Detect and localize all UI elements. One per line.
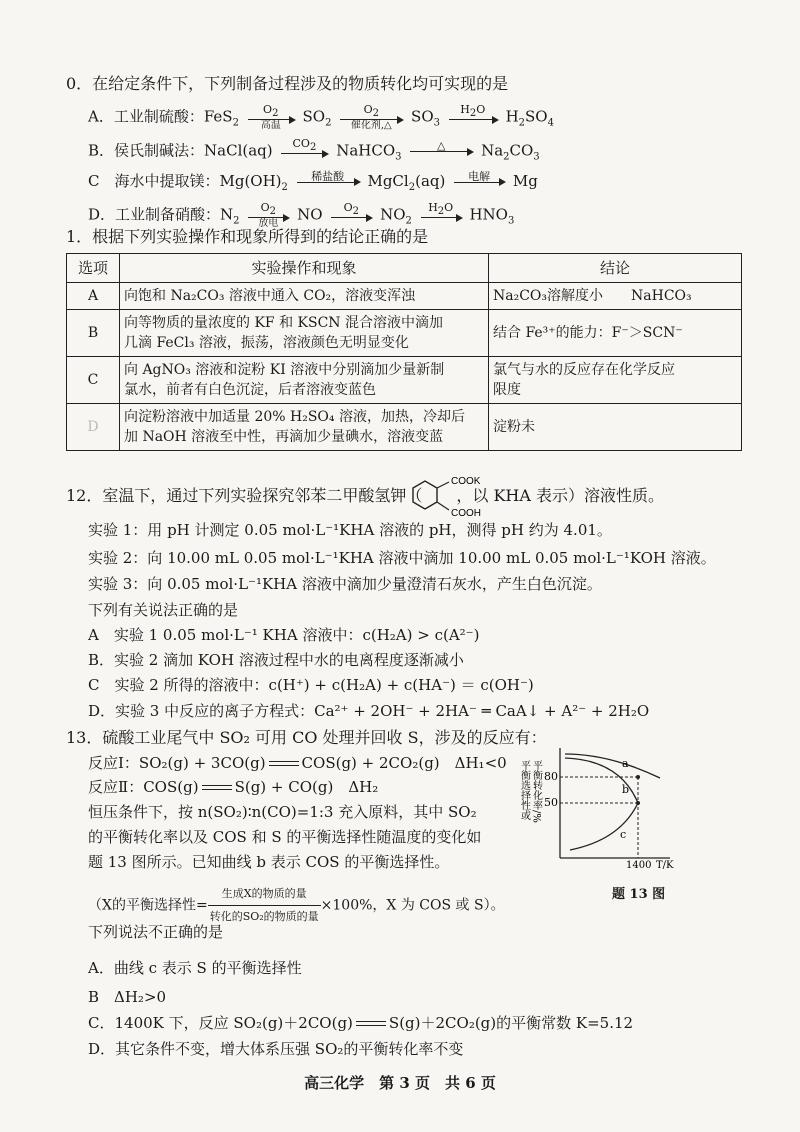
denominator: 转化的SO₂的物质的量 — [209, 910, 319, 923]
q13-ask: 下列说法不正确的是 — [88, 923, 224, 941]
bond — [437, 502, 449, 510]
formula: Mg — [512, 172, 538, 190]
formula: N — [220, 205, 234, 224]
q12-stem — [66, 485, 664, 507]
subscript: 2 — [405, 215, 412, 227]
table-cell-conclusion: Na₂CO₃溶解度小 NaHCO₃ — [489, 283, 742, 310]
arrow-top: O — [476, 103, 486, 116]
table-cell-operation — [120, 357, 489, 404]
formula: SO — [525, 107, 548, 126]
subscript: 2 — [372, 108, 379, 120]
table-cell-conclusion — [489, 357, 742, 404]
curve-a — [565, 754, 660, 778]
formula: H — [505, 107, 519, 126]
table-header: 实验操作和现象 — [120, 254, 489, 283]
table-header: 结论 — [489, 254, 742, 283]
q10-stem: 0．在给定条件下，下列制备过程涉及的物质转化均可实现的是 — [66, 74, 509, 93]
option-text: C．1400K 下，反应 SO₂(g)＋2CO(g) — [88, 1014, 353, 1032]
cell-line: 限度 — [493, 382, 521, 398]
q12-option-a: A 实验 1 0.05 mol·L⁻¹ KHA 溶液中：c(H₂A) > c(A²⁻) — [88, 626, 480, 644]
table-cell-conclusion: 结合 Fe³⁺的能力：F⁻＞SCN⁻ — [489, 310, 742, 357]
q12-exp1: 实验 1：用 pH 计测定 0.05 mol·L⁻¹KHA 溶液的 pH，测得 pH 约为 4.01。 — [88, 521, 612, 539]
x-axis-unit: T/K — [656, 860, 674, 870]
formula: FeS — [203, 107, 233, 126]
table-row — [67, 283, 742, 310]
y-tick-80: 80 — [544, 770, 558, 783]
subscript: 3 — [395, 151, 402, 163]
bond — [437, 482, 449, 488]
table-row — [67, 310, 742, 357]
arrow-top: O — [343, 201, 353, 214]
subscript: 2 — [309, 142, 317, 154]
subscript: 3 — [533, 151, 540, 163]
curve-c-label: c — [620, 828, 627, 841]
cell-line: 向淀粉溶液中加适量 20% H₂SO₄ 溶液，加热，冷却后 — [124, 409, 465, 425]
arrow-top: 电解 — [468, 169, 491, 183]
q12-option-d: D．实验 3 中反应的离子方程式：Ca²⁺ + 2OH⁻ + 2HA⁻ ═ CaA↓ + A²⁻ + 2H₂O — [88, 702, 650, 720]
q10-option-a — [88, 104, 554, 135]
subscript: 2 — [272, 108, 279, 120]
subscript: 2 — [503, 151, 510, 163]
reaction-arrow — [410, 140, 472, 163]
q12-option-b: B．实验 2 滴加 KOH 溶液过程中水的电离程度逐渐减小 — [88, 651, 464, 669]
subscript: 4 — [547, 117, 554, 129]
table-row — [67, 404, 742, 451]
subscript: 2 — [233, 215, 240, 227]
q10-option-c — [88, 170, 538, 199]
q13-option-b: B ΔH₂>0 — [88, 988, 167, 1006]
y-axis-label: 平衡转化率/% — [530, 760, 542, 823]
table-header: 选项 — [67, 254, 120, 283]
point-80 — [636, 775, 640, 779]
q13-option-d: D．其它条件不变，增大体系压强 SO₂的平衡转化率不变 — [88, 1040, 464, 1058]
reaction-right: COS(g) + 2CO₂(g) ΔH₁<0 — [301, 754, 507, 772]
reaction-left: 反应Ⅱ：COS(g) — [88, 778, 199, 796]
formula: NaHCO — [336, 141, 396, 160]
opt-label: D．工业制备硝酸： — [88, 205, 221, 224]
equilibrium-sign — [202, 783, 232, 793]
cell-line: 几滴 FeCl₃ 溶液，振荡，溶液颜色无明显变化 — [124, 335, 409, 351]
reaction-arrow — [281, 138, 327, 165]
cell-line: 加 NaOH 溶液至中性，再滴加少量碘水，溶液变蓝 — [124, 429, 444, 445]
table-row — [67, 357, 742, 404]
cell-line: 向 AgNO₃ 溶液和淀粉 KI 溶液中分别滴加少量新制 — [124, 362, 445, 378]
arrow-top: O — [444, 201, 454, 214]
q13-stem: 13．硫酸工业尾气中 SO₂ 可用 CO 处理并回收 S，涉及的反应有： — [66, 728, 547, 747]
formula: Na — [481, 141, 504, 160]
formula: SO — [411, 107, 434, 126]
experiment-table — [66, 253, 742, 451]
subscript: 2 — [269, 206, 277, 218]
subscript: 2 — [232, 117, 239, 129]
q11-stem: 1．根据下列实验操作和现象所得到的结论正确的是 — [66, 227, 429, 246]
numerator: 生成X的物质的量 — [208, 883, 321, 906]
arrow-top: O — [260, 201, 270, 214]
q13-reaction-2 — [88, 776, 378, 798]
cell-line: 氯水，前者有白色沉淀，后者溶液变蓝色 — [124, 382, 376, 398]
figure-caption: 题 13 图 — [612, 887, 666, 902]
x-tick-1400: 1400 — [626, 860, 652, 870]
q12-option-c: C 实验 2 所得的溶液中：c(H⁺) + c(H₂A) + c(HA⁻) ＝ c(OH⁻) — [88, 676, 534, 694]
table-cell-option: A — [67, 283, 120, 310]
q13-text-3: 题 13 图所示。已知曲线 b 表示 COS 的平衡选择性。 — [88, 853, 450, 871]
arrow-bottom: 催化剂,△ — [350, 120, 392, 132]
formula: CO — [509, 141, 534, 160]
definition-text: （X的平衡选择性= — [88, 897, 208, 914]
definition-text: ×100%，X 为 COS 或 S）。 — [320, 897, 505, 914]
subscript: 2 — [281, 182, 288, 193]
curve-b-label: b — [622, 783, 630, 796]
figure-13-chart — [510, 740, 710, 870]
stem-text: ，以 KHA 表示）溶液性质。 — [456, 486, 665, 505]
q13-option-a: A．曲线 c 表示 S 的平衡选择性 — [88, 959, 302, 977]
subscript: 2 — [437, 206, 445, 218]
formula: NO — [380, 205, 406, 224]
table-cell-operation — [120, 310, 489, 357]
table-cell-option: D — [67, 404, 120, 451]
subscript: 2 — [518, 117, 526, 129]
curve-a-label: a — [622, 757, 629, 770]
option-text: S(g)＋2CO₂(g)的平衡常数 K=5.12 — [388, 1014, 634, 1032]
subscript: 2 — [352, 206, 360, 218]
arrow-top: H — [428, 201, 438, 214]
opt-label: A．工业制硫酸： — [88, 107, 204, 126]
subscript: 2 — [469, 108, 477, 120]
arrow-bottom: 放电 — [258, 218, 279, 230]
cell-line: 氯气与水的反应存在化学反应 — [493, 362, 675, 378]
table-cell-option: C — [67, 357, 120, 404]
q12-ask: 下列有关说法正确的是 — [88, 601, 239, 619]
cook-label: COOK — [451, 476, 481, 487]
q13-option-c — [88, 1012, 633, 1034]
cell-line: 向等物质的量浓度的 KF 和 KSCN 混合溶液中滴加 — [124, 315, 443, 331]
page-footer: 高三化学 第 3 页 共 6 页 — [304, 1074, 496, 1092]
reaction-arrow — [454, 171, 504, 194]
reaction-arrow — [297, 171, 359, 194]
formula: Mg(OH) — [219, 172, 282, 190]
formula: MgCl — [367, 172, 409, 190]
arrow-top: CO — [292, 137, 310, 150]
q10-option-b — [88, 138, 540, 169]
reaction-arrow — [248, 104, 294, 131]
formula: NaCl(aq) — [204, 141, 273, 160]
formula: (aq) — [415, 172, 446, 190]
arrow-top: O — [263, 103, 273, 116]
arrow-top: △ — [437, 139, 446, 153]
cooh-label: COOH — [451, 508, 481, 519]
point-50 — [636, 801, 640, 805]
arrow-top: 稀盐酸 — [311, 169, 345, 183]
arrow-bottom: 高温 — [260, 120, 281, 132]
equilibrium-sign — [269, 759, 299, 769]
table-cell-operation — [120, 404, 489, 451]
opt-label: B．侯氏制碱法： — [88, 141, 205, 160]
reaction-arrow — [340, 104, 402, 131]
arrow-top: H — [460, 103, 470, 116]
reaction-left: 反应Ⅰ：SO₂(g) + 3CO(g) — [88, 754, 266, 772]
y-tick-50: 50 — [544, 796, 558, 809]
benzene-ring — [413, 481, 437, 509]
table-cell-option: B — [67, 310, 120, 357]
table-cell-operation: 向饱和 Na₂CO₃ 溶液中通入 CO₂，溶液变浑浊 — [120, 283, 489, 310]
q12-exp2: 实验 2：向 10.00 mL 0.05 mol·L⁻¹KHA 溶液中滴加 10.00 mL 0.05 mol·L⁻¹KOH 溶液。 — [88, 549, 716, 567]
q12-exp3: 实验 3：向 0.05 mol·L⁻¹KHA 溶液中滴加少量澄清石灰水，产生白色沉淀。 — [88, 575, 602, 593]
reaction-arrow — [449, 104, 497, 131]
subscript: 3 — [507, 215, 515, 227]
subscript: 3 — [433, 117, 440, 129]
curve-c — [570, 803, 638, 850]
fraction — [208, 883, 321, 928]
subscript: 2 — [325, 117, 332, 129]
equilibrium-sign — [356, 1019, 386, 1029]
opt-label: C 海水中提取镁： — [88, 172, 220, 190]
table-cell-conclusion: 淀粉未 — [489, 404, 742, 451]
formula: HNO — [469, 205, 508, 224]
formula: NO — [297, 205, 323, 224]
reaction-right: S(g) + CO(g) ΔH₂ — [234, 778, 379, 796]
phthalate-structure — [405, 476, 485, 520]
y-axis-label: 平衡选择性或 — [518, 760, 530, 820]
table-header-row — [67, 254, 742, 283]
q13-text-2: 的平衡转化率以及 COS 和 S 的平衡选择性随温度的变化如 — [88, 828, 482, 846]
arrow-top: O — [363, 103, 373, 116]
subscript: 2 — [408, 182, 416, 193]
stem-text: 12．室温下，通过下列实验探究邻苯二甲酸氢钾（ — [66, 486, 423, 505]
formula: SO — [302, 107, 326, 126]
q13-text-1: 恒压条件下，按 n(SO₂)∶n(CO)=1:3 充入原料，其中 SO₂ — [88, 803, 477, 821]
q13-reaction-1 — [88, 752, 507, 774]
